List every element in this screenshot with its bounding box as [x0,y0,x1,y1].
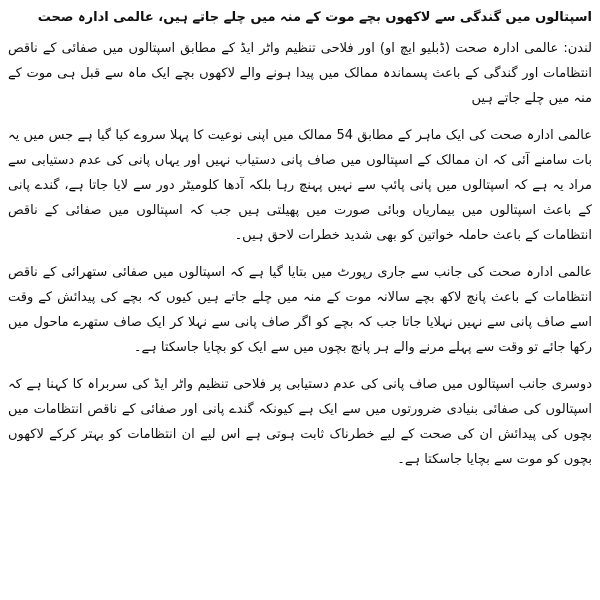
article-headline: اسپتالوں میں گندگی سے لاکھوں بچے موت کے منہ میں چلے جاتے ہیں، عالمی ادارہ صحت [37,10,592,25]
article-paragraph: عالمی ادارہ صحت کی ایک ماہر کے مطابق 54 ممالک میں اپنی نوعیت کا پہلا سروے کیا گیا ہے جس میں یہ بات سامنے آئی کہ ان ممالک کے اسپتالوں میں صاف پانی دستیاب نہیں اور یہاں پانی کی عدم دستیابی سے مراد یہ ہے کہ اسپتالوں میں پانی پائپ سے نہیں پہنچ رہا بلکہ آدھا کلومیٹر دور سے لایا جاتا ہے، گندے پانی کے باعث اسپتالوں میں بیماریاں وبائی صورت میں پھیلتی ہیں جب کہ اسپتالوں میں صفائی کے ناقص انتظامات کے باعث حاملہ خواتین کو بھی شدید خطرات لاحق ہیں۔ [8,128,592,243]
article-paragraph: لندن: عالمی ادارہ صحت (ڈبلیو ایچ او) اور فلاحی تنظیم واٹر ایڈ کے مطابق اسپتالوں میں صفائی کے ناقص انتظامات اور گندگی کے باعث پسماندہ ممالک میں پیدا ہونے والے لاکھوں بچے ایک ماہ سے قبل ہی موت کے منہ میں چلے جاتے ہیں [8,41,592,106]
article-paragraph: عالمی ادارہ صحت کی جانب سے جاری رپورٹ میں بتایا گیا ہے کہ اسپتالوں میں صفائی ستھرائی کے ناقص انتظامات کے باعث پانچ لاکھ بچے سالانہ موت کے منہ میں چلے جاتے ہیں کیوں کہ بچے کی پیدائش کے وقت اسے صاف پانی سے نہیں نہلایا جاتا جب کہ بچے کو اگر صاف پانی سے نہلا کر ایک صاف ستھرے ماحول میں رکھا جائے تو وقت سے پہلے مرنے والے ہر پانچ بچوں میں سے ایک کو بچایا جاسکتا ہے۔ [8,265,592,355]
article-paragraph: دوسری جانب اسپتالوں میں صاف پانی کی عدم دستیابی پر فلاحی تنظیم واٹر ایڈ کی سربراہ کا کہنا ہے کہ اسپتالوں کی صفائی بنیادی ضرورتوں میں سے ایک ہے کیونکہ گندے پانی اور صفائی کے ناقص انتظامات میں بچوں کی پیدائش ان کی صحت کے لیے خطرناک ثابت ہوتی ہے اس لیے ان انتظامات کو بہتر کرکے لاکھوں بچوں کو موت سے بچایا جاسکتا ہے۔ [8,377,592,467]
